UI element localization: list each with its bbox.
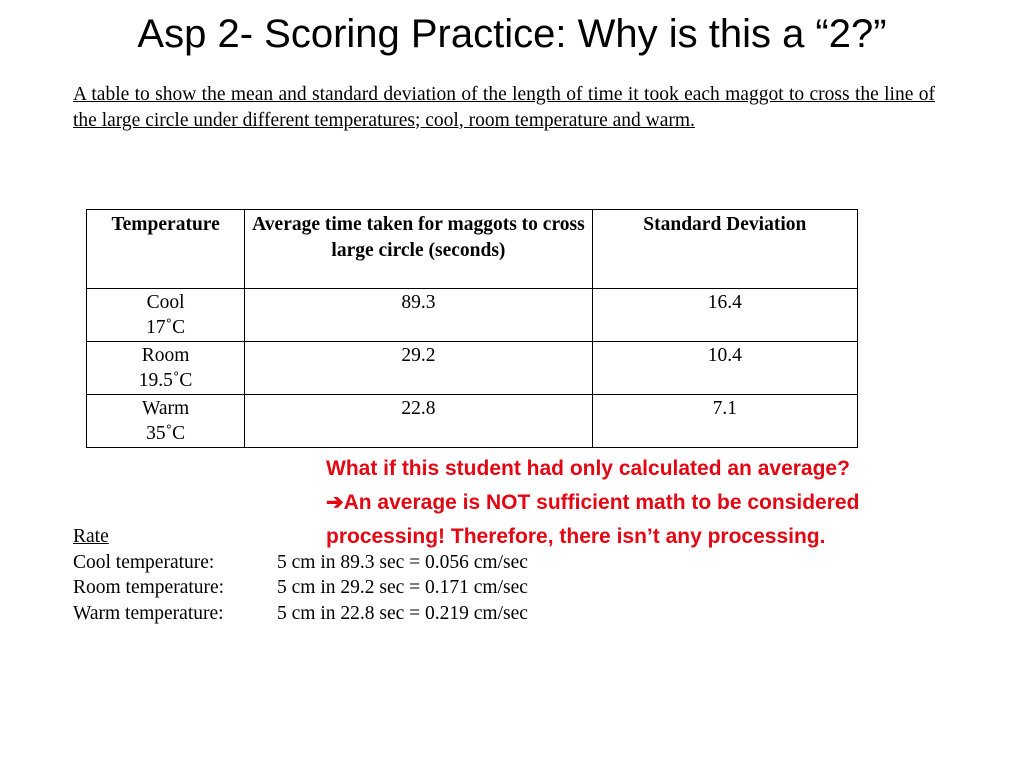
table-caption: A table to show the mean and standard deviation of the length of time it took each maggot to cross the line of the large circle under different temperatures; cool, room temperature and warm.	[73, 84, 935, 131]
condition-label: Room	[141, 345, 190, 366]
cell-sd: 10.4	[592, 342, 857, 395]
cell-temperature	[87, 289, 245, 342]
cell-temperature	[87, 342, 245, 395]
table-row	[87, 395, 858, 448]
note-line-3: processing! Therefore, there isn’t any processing.	[326, 525, 826, 548]
temperature-value: 19.5˚C	[138, 370, 193, 391]
header-temperature: Temperature	[87, 210, 245, 289]
rate-label: Cool temperature:	[73, 551, 215, 573]
temperature-value: 35˚C	[146, 423, 186, 444]
temperature-value: 17˚C	[146, 317, 186, 338]
rate-value: 5 cm in 22.8 sec = 0.219 cm/sec	[277, 602, 528, 624]
rate-row	[73, 550, 528, 576]
results-table	[86, 209, 858, 448]
condition-label: Warm	[142, 398, 190, 419]
table-row	[87, 289, 858, 342]
rate-row	[73, 601, 528, 627]
cell-average: 22.8	[245, 395, 592, 448]
cell-sd: 7.1	[592, 395, 857, 448]
rate-section	[73, 524, 528, 626]
cell-sd: 16.4	[592, 289, 857, 342]
slide-title: Asp 2- Scoring Practice: Why is this a “2?”	[137, 12, 887, 56]
right-arrow-icon: ➔	[326, 491, 344, 514]
rate-label: Warm temperature:	[73, 602, 224, 624]
cell-average: 29.2	[245, 342, 592, 395]
header-average-time: Average time taken for maggots to cross large circle (seconds)	[245, 210, 592, 289]
rate-row	[73, 575, 528, 601]
cell-temperature	[87, 395, 245, 448]
condition-label: Cool	[146, 292, 185, 313]
table-header-row	[87, 210, 858, 289]
rate-value: 5 cm in 89.3 sec = 0.056 cm/sec	[277, 551, 528, 573]
note-line-2-text: An average is NOT sufficient math to be considered	[343, 491, 860, 514]
header-standard-deviation: Standard Deviation	[592, 210, 857, 289]
rate-title: Rate	[73, 526, 109, 547]
note-line-1: What if this student had only calculated an average?	[326, 457, 850, 480]
cell-average: 89.3	[245, 289, 592, 342]
rate-label: Room temperature:	[73, 577, 225, 598]
rate-value: 5 cm in 29.2 sec = 0.171 cm/sec	[277, 577, 528, 598]
note-line-2	[326, 486, 986, 520]
table-row	[87, 342, 858, 395]
